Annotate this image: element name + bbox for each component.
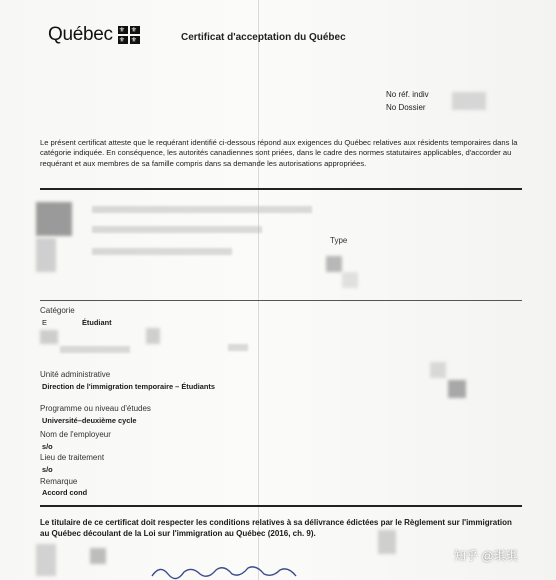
redacted-field (378, 530, 396, 554)
unite-label: Unité administrative (40, 370, 111, 379)
intro-paragraph: Le présent certificat atteste que le requérant identifié ci-dessous répond aux exigences du Québec relatives aux résidents temporaires dans la catégorie indiquée. En conséquence, les autorités canadiennes sont priées, dans le cadre des normes statutaires applicables, d'accorder au requérant et aux membres de sa famille compris dans sa demande les autorisations appropriées. (40, 138, 518, 168)
divider-bottom (40, 505, 522, 507)
quebec-logo (48, 24, 140, 46)
conditions-note: Le titulaire de ce certificat doit respecter les conditions relatives à sa délivrance édictées par le Règlement sur l'immigration au Québec découlant de la Loi sur l'immigration au Québec (2016, ch. 9). (40, 518, 512, 538)
categorie-code: E (42, 318, 47, 327)
divider-middle (40, 300, 522, 301)
remarque-label: Remarque (40, 477, 78, 486)
employeur-value: s/o (42, 442, 53, 451)
lieu-value: s/o (42, 465, 53, 474)
redacted-line (92, 206, 312, 213)
programme-value: Université–deuxième cycle (42, 416, 137, 425)
employeur-label: Nom de l'employeur (40, 430, 111, 439)
redacted-field (146, 328, 160, 344)
categorie-value: Étudiant (82, 318, 112, 327)
redacted-field (448, 380, 466, 398)
categorie-label: Catégorie (40, 306, 75, 315)
signature-image (150, 562, 300, 580)
redacted-field (40, 330, 58, 344)
reference-block (386, 89, 429, 114)
redacted-ref-number (452, 92, 486, 110)
redacted-type-value (326, 256, 342, 272)
redacted-photo-block (36, 202, 72, 236)
ref-indiv-label: No réf. indiv (386, 90, 429, 99)
redacted-line (228, 344, 248, 351)
unite-value: Direction de l'immigration temporaire – Étudiants (42, 382, 216, 391)
redacted-name-block (36, 238, 56, 272)
redacted-field (430, 362, 446, 378)
document-title: Certificat d'acceptation du Québec (181, 32, 346, 43)
type-label: Type (330, 236, 348, 245)
divider-top (40, 188, 522, 190)
lieu-label: Lieu de traitement (40, 453, 105, 462)
programme-label: Programme ou niveau d'études (40, 404, 151, 413)
watermark-text: 知乎 @琪琪 (454, 549, 518, 563)
redacted-field (36, 544, 56, 576)
redacted-line (92, 226, 262, 233)
redacted-type-value (342, 272, 358, 288)
fleur-de-lis-flag-icon (118, 26, 140, 44)
redacted-line (60, 346, 130, 353)
redacted-field (90, 548, 106, 564)
dossier-label: No Dossier (386, 102, 426, 112)
fold-line (258, 0, 259, 580)
redacted-line (92, 248, 232, 255)
logo-text: Québec (48, 24, 113, 45)
remarque-value: Accord cond (42, 488, 88, 497)
